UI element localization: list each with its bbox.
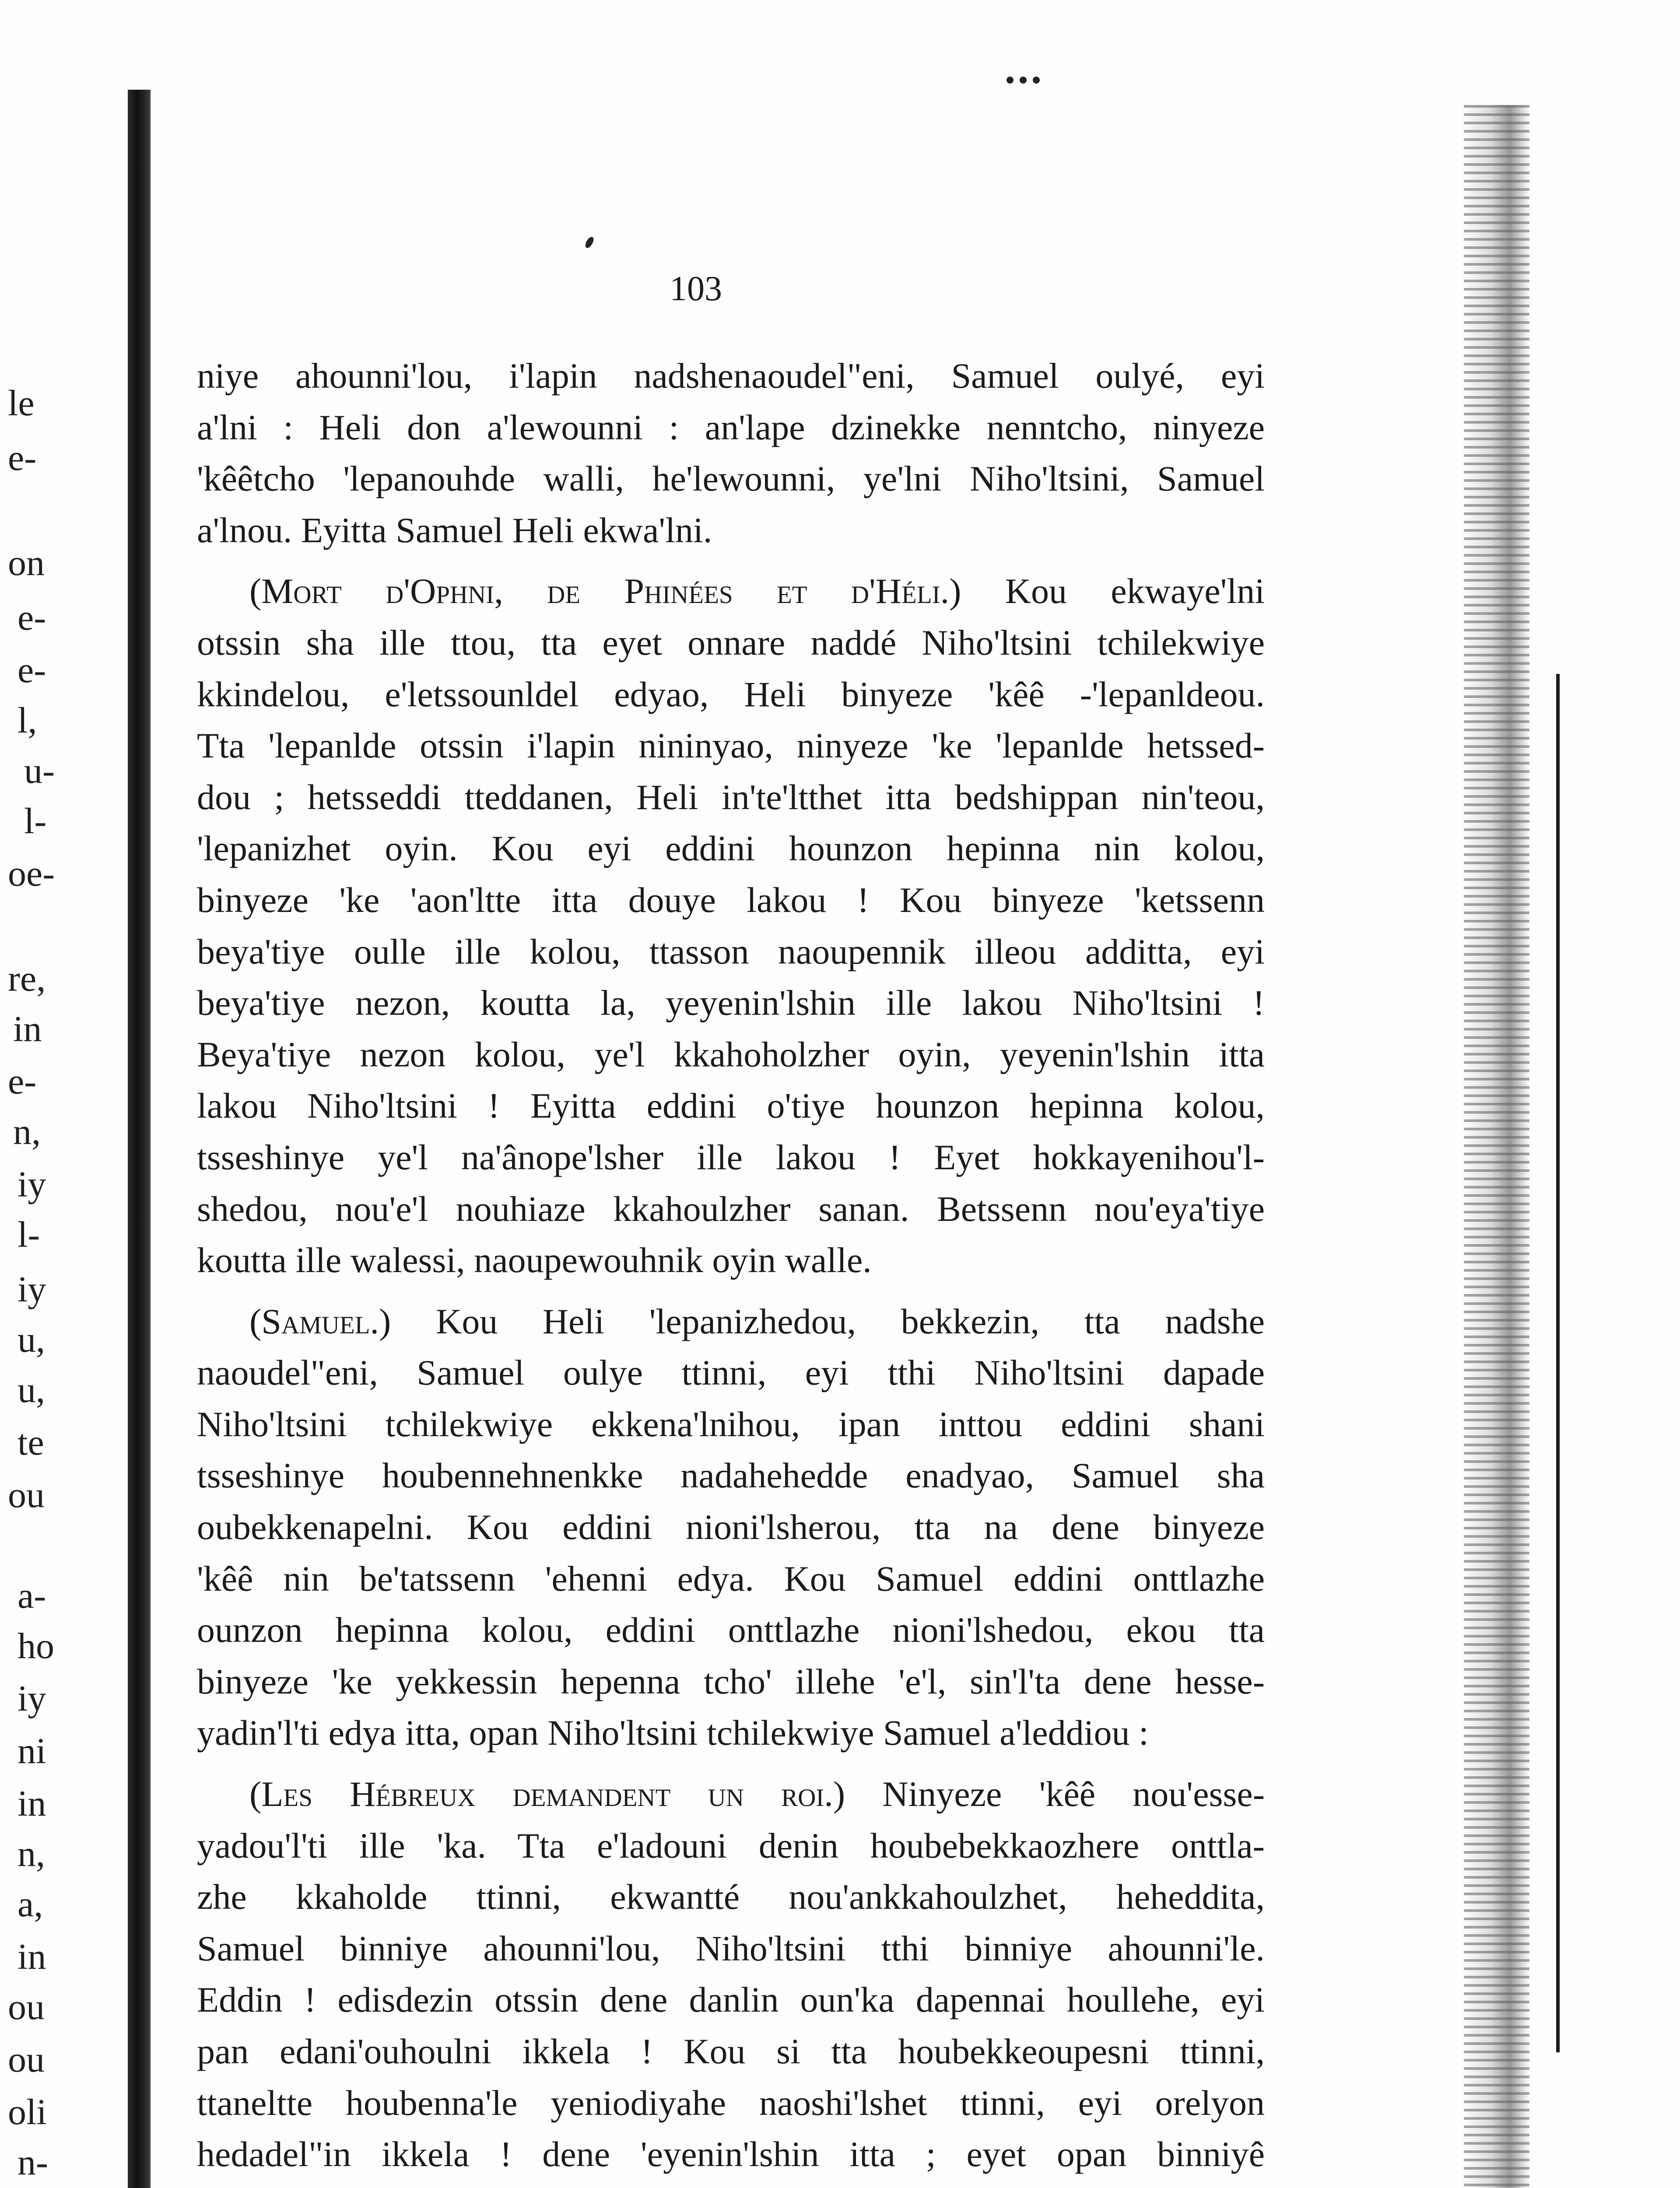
margin-fragment: ou <box>8 1475 45 1515</box>
text-line: kkindelou, e'letssounldel edyao, Heli binyeze 'kêê -'lepanldeou. <box>197 674 1265 714</box>
text-line: Beya'tiye nezon kolou, ye'l kkahoholzher oyin, yeyenin'lshin itta <box>197 1034 1265 1074</box>
margin-fragment: iy <box>18 1269 46 1310</box>
binding-gutter-line <box>128 90 151 2188</box>
text-line: Eddin ! edisdezin otssin dene danlin oun'ka dapennai houllehe, eyi <box>197 1980 1265 2020</box>
margin-fragment: in <box>18 1936 46 1977</box>
margin-fragment: e- <box>18 650 46 691</box>
text-line: oubekkenapelni. Kou eddini nioni'lsherou, tta na dene binyeze <box>197 1507 1265 1547</box>
text-line: naoudel"eni, Samuel oulye ttinni, eyi tthi Niho'ltsini dapade <box>197 1353 1265 1393</box>
section-heading: (Mort d'Ophni, de Phinées et d'Héli.) <box>249 571 961 611</box>
margin-fragment: ni <box>18 1731 46 1771</box>
text-line: yadou'l'ti ille 'ka. Tta e'ladouni denin houbebekkaozhere onttla- <box>197 1825 1265 1865</box>
section-heading: (Samuel.) <box>249 1301 391 1341</box>
text-line: beya'tiye oulle ille kolou, ttasson naoupennik illeou additta, eyi <box>197 931 1265 971</box>
text-line: shedou, nou'e'l nouhiaze kkahoulzher sanan. Betssenn nou'eya'tiye <box>197 1189 1265 1229</box>
scan-speck <box>1033 77 1040 84</box>
text-line: 'kêê nin be'tatssenn 'ehenni edya. Kou Samuel eddini onttlazhe <box>197 1558 1265 1599</box>
margin-fragment: l, <box>18 700 37 741</box>
text-line: tsseshinye houbennehnenkke nadahehedde enadyao, Samuel sha <box>197 1455 1265 1496</box>
paragraph <box>197 1296 1265 1759</box>
text-line: pan edani'ouhoulni ikkela ! Kou si tta houbekkeoupesni ttinni, <box>197 2031 1265 2071</box>
text-line: Niho'ltsini tchilekwiye ekkena'lnihou, ipan inttou eddini shani <box>197 1404 1265 1444</box>
text-run: Kou Heli 'lepanizhedou, bekkezin, tta nadshe <box>436 1301 1265 1341</box>
margin-fragment: e- <box>8 1061 37 1102</box>
margin-fragment: l- <box>18 1214 40 1255</box>
margin-fragment: l- <box>24 801 47 842</box>
scan-speck <box>1007 77 1014 84</box>
text-run: Kou ekwaye'lni <box>1005 571 1265 611</box>
margin-fragment: a, <box>18 1884 43 1925</box>
margin-fragment: u- <box>24 750 55 791</box>
paragraph <box>197 565 1265 1286</box>
text-line: ttaneltte houbenna'le yeniodiyahe naoshi'lshet ttinni, eyi orelyon <box>197 2083 1265 2123</box>
margin-fragment: oe- <box>8 853 55 894</box>
text-line: zhe kkaholde ttinni, ekwantté nou'ankkahoulzhet, heheddita, <box>197 1877 1265 1917</box>
margin-fragment: in <box>18 1783 46 1824</box>
text-line <box>197 1296 1265 1347</box>
body-text <box>197 350 1265 2180</box>
margin-fragment: e- <box>18 597 46 638</box>
text-line <box>197 1768 1265 1820</box>
text-line: koutta ille walessi, naoupewouhnik oyin walle. <box>197 1240 872 1280</box>
margin-fragment: n, <box>13 1112 41 1152</box>
text-line: binyeze 'ke 'aon'ltte itta douye lakou ! Kou binyeze 'ketssenn <box>197 880 1265 920</box>
previous-page-margin <box>0 0 127 2188</box>
margin-fragment: n- <box>18 2142 48 2183</box>
margin-fragment: a- <box>18 1575 46 1616</box>
text-line: a'lnou. Eyitta Samuel Heli ekwa'lni. <box>197 510 712 550</box>
text-line: niye ahounni'lou, i'lapin nadshenaoudel"eni, Samuel oulyé, eyi <box>197 356 1265 396</box>
scan-speck <box>584 235 595 249</box>
margin-fragment: ho <box>18 1626 54 1666</box>
margin-fragment: in <box>13 1009 42 1049</box>
margin-fragment: n, <box>18 1834 45 1874</box>
text-line: yadin'l'ti edya itta, opan Niho'ltsini tchilekwiye Samuel a'leddiou : <box>197 1713 1149 1753</box>
margin-fragment: iy <box>18 1164 46 1205</box>
margin-fragment: u, <box>18 1319 45 1360</box>
text-line: hedadel"in ikkela ! dene 'eyenin'lshin itta ; eyet opan binniyê <box>197 2134 1265 2174</box>
scan-speck <box>1020 77 1027 84</box>
margin-fragment: te <box>18 1422 44 1463</box>
text-line: a'lni : Heli don a'lewounni : an'lape dzinekke nenntcho, ninyeze <box>197 407 1265 447</box>
text-line: otssin sha ille ttou, tta eyet onnare naddé Niho'ltsini tchilekwiye <box>197 622 1265 663</box>
paragraph <box>197 350 1265 556</box>
paragraph <box>197 1768 1265 2180</box>
text-line: binyeze 'ke yekkessin hepenna tcho' illehe 'e'l, sin'l'ta dene hesse- <box>197 1661 1265 1701</box>
margin-fragment: le <box>8 383 35 424</box>
margin-fragment: u, <box>18 1370 45 1410</box>
text-line: Samuel binniye ahounni'lou, Niho'ltsini tthi binniye ahounni'le. <box>197 1928 1265 1968</box>
margin-fragment: ou <box>8 1987 45 2027</box>
text-line <box>197 565 1265 617</box>
text-line: Tta 'lepanlde otssin i'lapin nininyao, ninyeze 'ke 'lepanlde hetssed- <box>197 726 1265 766</box>
text-line: 'kêêtcho 'lepanouhde walli, he'lewounni, ye'lni Niho'ltsini, Samuel <box>197 459 1265 499</box>
text-line: 'lepanizhet oyin. Kou eyi eddini hounzon hepinna nin kolou, <box>197 828 1265 869</box>
margin-fragment: iy <box>18 1678 46 1719</box>
text-line: lakou Niho'ltsini ! Eyitta eddini o'tiye hounzon hepinna kolou, <box>197 1086 1265 1126</box>
margin-fragment: e- <box>8 438 37 478</box>
margin-fragment: re, <box>8 958 46 999</box>
margin-fragment: on <box>8 543 45 583</box>
page-number: 103 <box>670 270 722 308</box>
margin-fragment: ou <box>8 2039 45 2080</box>
page-edge-line <box>1556 674 1560 2052</box>
text-line: beya'tiye nezon, koutta la, yeyenin'lshin ille lakou Niho'ltsini ! <box>197 983 1265 1023</box>
text-line: tsseshinye ye'l na'ânope'lsher ille lakou ! Eyet hokkayenihou'l- <box>197 1137 1265 1177</box>
page-edge-noise <box>1464 105 1529 2188</box>
section-heading: (Les Hébreux demandent un roi.) <box>249 1774 845 1814</box>
margin-fragment: oli <box>8 2092 47 2132</box>
text-line: ounzon hepinna kolou, eddini onttlazhe nioni'lshedou, ekou tta <box>197 1610 1265 1650</box>
text-run: Ninyeze 'kêê nou'esse- <box>882 1774 1265 1814</box>
text-line: dou ; hetsseddi tteddanen, Heli in'te'ltthet itta bedshippan nin'teou, <box>197 777 1265 817</box>
